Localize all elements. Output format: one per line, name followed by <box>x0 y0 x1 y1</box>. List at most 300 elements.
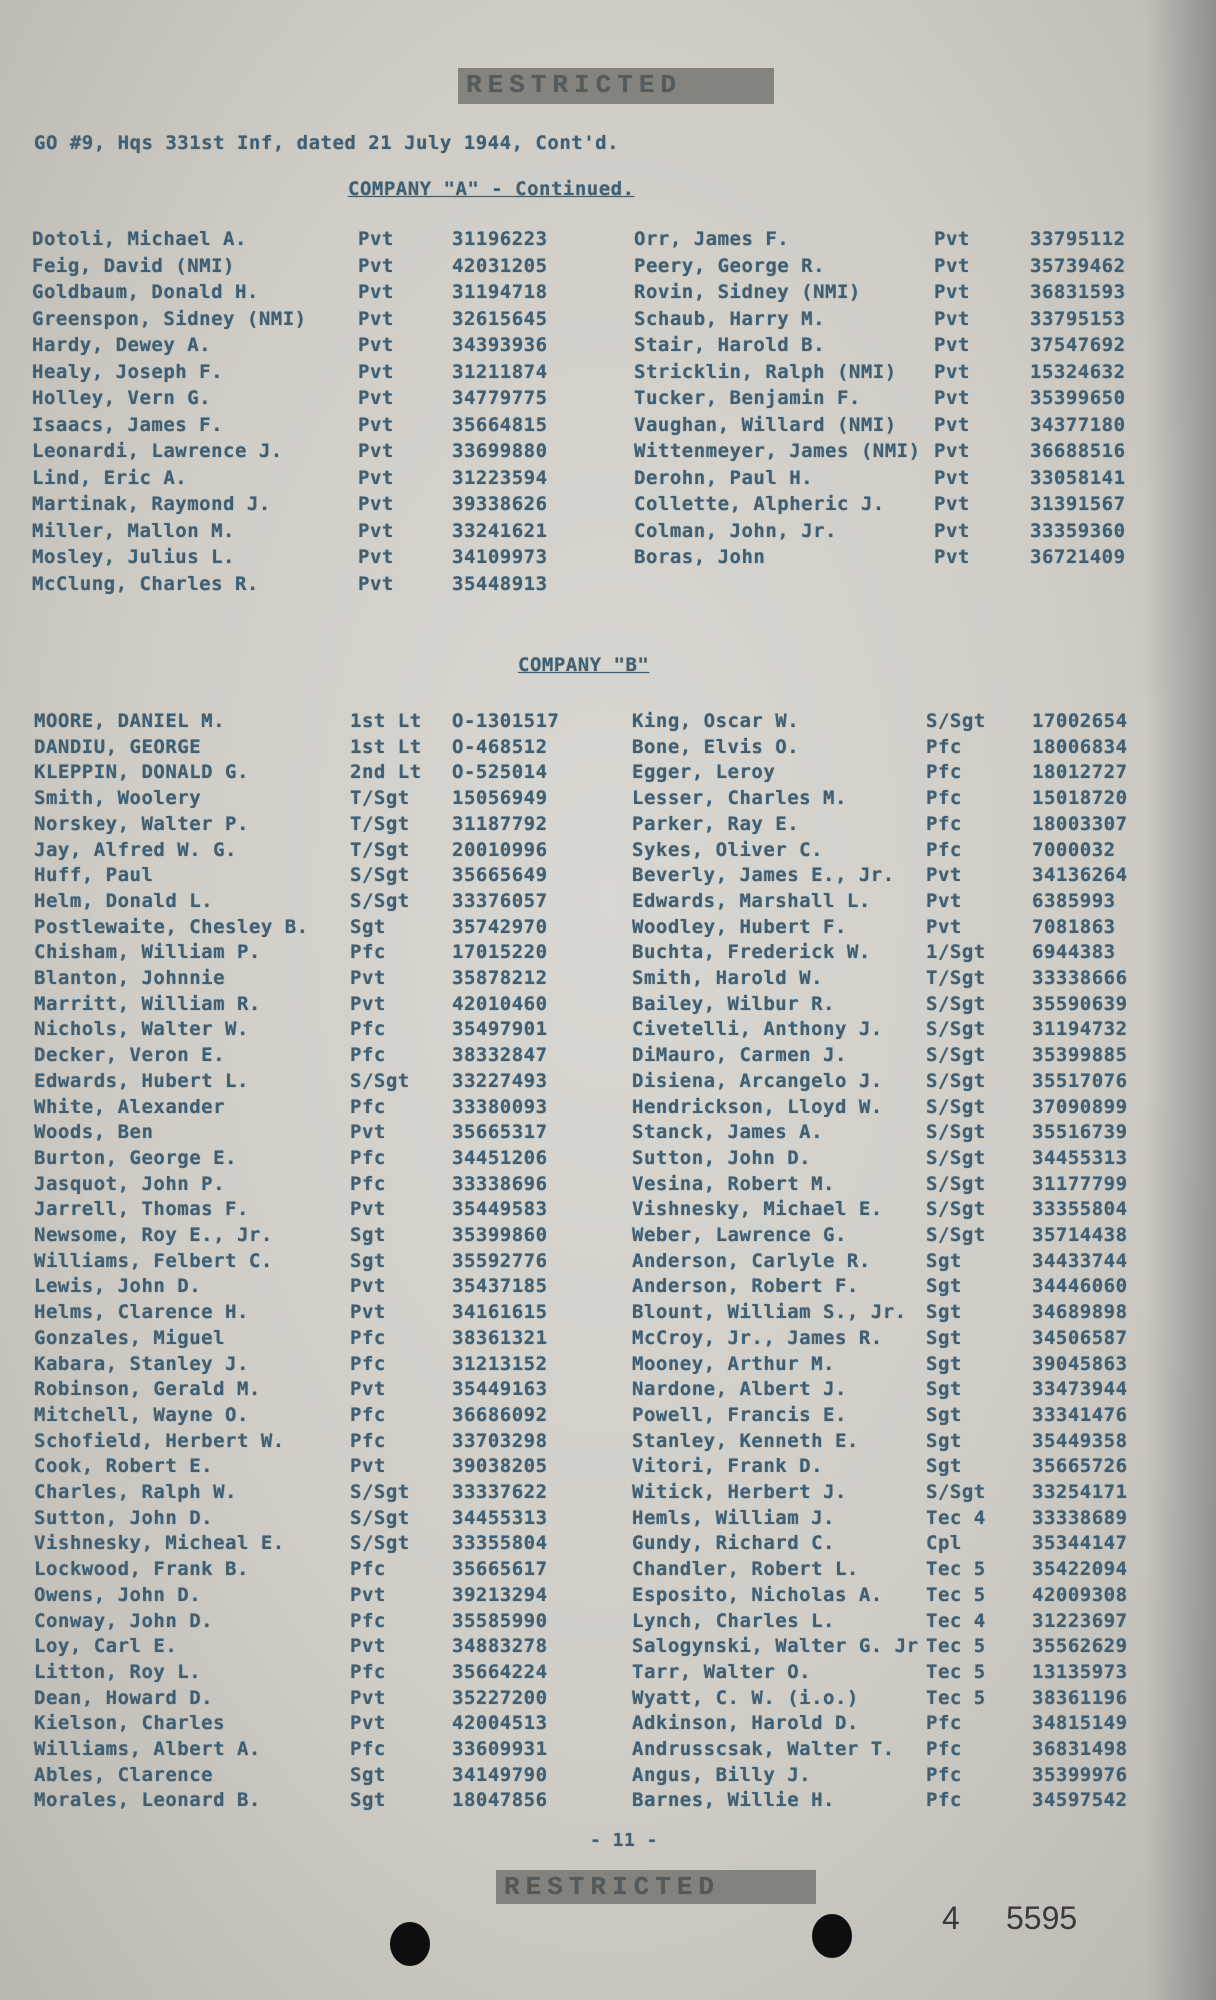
roster-grade: Pvt <box>350 992 386 1015</box>
roster-grade: Pvt <box>934 281 970 303</box>
roster-name: Healy, Joseph F. <box>32 360 224 383</box>
roster-grade: S/Sgt <box>926 1224 986 1246</box>
roster-serial: 33058141 <box>1030 466 1126 489</box>
roster-serial: 36831498 <box>1032 1738 1128 1760</box>
roster-grade: 1st Lt <box>350 710 422 732</box>
roster-name: Orr, James F. <box>634 228 790 250</box>
roster-serial: 32615645 <box>452 307 548 330</box>
roster-name: Helms, Clarence H. <box>34 1301 249 1324</box>
roster-name: Vitori, Frank D. <box>632 1455 824 1478</box>
roster-serial: 33338689 <box>1032 1506 1128 1529</box>
roster-name: Wittenmeyer, James (NMI) <box>634 440 921 462</box>
roster-grade: S/Sgt <box>350 1481 410 1503</box>
roster-serial: 42004513 <box>452 1712 548 1735</box>
roster-serial: 31177799 <box>1032 1172 1128 1195</box>
roster-grade: T/Sgt <box>350 787 410 810</box>
roster-name: Boras, John <box>634 546 766 568</box>
roster-serial: 36831593 <box>1030 281 1126 303</box>
roster-serial: 39038205 <box>452 1455 548 1478</box>
roster-grade: Tec 5 <box>926 1558 986 1581</box>
roster-serial: 34597542 <box>1032 1789 1128 1812</box>
roster-name: Weber, Lawrence G. <box>632 1224 847 1246</box>
roster-serial: 34779775 <box>452 387 548 409</box>
roster-serial: 35664815 <box>452 413 548 436</box>
roster-serial: 33338666 <box>1032 967 1128 989</box>
roster-name: Blount, William S., Jr. <box>632 1301 907 1324</box>
roster-grade: Pvt <box>350 1635 386 1658</box>
roster-serial: 33376057 <box>452 889 548 912</box>
roster-serial: 31194732 <box>1032 1018 1128 1041</box>
roster-name: White, Alexander <box>34 1095 226 1118</box>
roster-name: Helm, Donald L. <box>34 889 214 912</box>
roster-serial: 35665617 <box>452 1558 548 1581</box>
roster-serial: 33699880 <box>452 440 548 462</box>
roster-name: King, Oscar W. <box>632 710 800 732</box>
roster-grade: Cpl <box>926 1532 962 1555</box>
roster-name: Gonzales, Miguel <box>34 1326 226 1349</box>
roster-serial: 35714438 <box>1032 1224 1128 1246</box>
roster-serial: 39045863 <box>1032 1352 1128 1375</box>
roster-name: Williams, Felbert C. <box>34 1249 273 1272</box>
restricted-stamp-bottom: RESTRICTED <box>496 1870 816 1904</box>
roster-name: Mooney, Arthur M. <box>632 1352 835 1375</box>
roster-name: Schaub, Harry M. <box>634 307 826 330</box>
roster-grade: Sgt <box>926 1378 962 1401</box>
roster-grade: Pfc <box>350 1738 386 1760</box>
roster-grade: T/Sgt <box>350 838 410 861</box>
roster-serial: 35592776 <box>452 1249 548 1272</box>
roster-serial: 39213294 <box>452 1583 548 1606</box>
roster-name: Anderson, Carlyle R. <box>632 1249 871 1272</box>
roster-name: Charles, Ralph W. <box>34 1481 237 1503</box>
roster-serial: 35665649 <box>452 864 548 887</box>
punch-hole-left <box>390 1922 430 1966</box>
roster-name: Hendrickson, Lloyd W. <box>632 1095 883 1118</box>
roster-name: Jay, Alfred W. G. <box>34 838 237 861</box>
roster-serial: 18047856 <box>452 1789 548 1812</box>
roster-serial: 35344147 <box>1032 1532 1128 1555</box>
roster-name: Chisham, William P. <box>34 941 261 964</box>
roster-name: Egger, Leroy <box>632 761 776 784</box>
roster-grade: S/Sgt <box>926 1069 986 1092</box>
roster-grade: Sgt <box>350 1249 386 1272</box>
roster-name: Bone, Elvis O. <box>632 735 800 758</box>
roster-name: Stanck, James A. <box>632 1121 824 1144</box>
roster-name: Huff, Paul <box>34 864 154 887</box>
roster-serial: 35497901 <box>452 1018 548 1041</box>
roster-grade: Pvt <box>350 1686 386 1709</box>
roster-serial: 15018720 <box>1032 787 1128 810</box>
roster-serial: 34433744 <box>1032 1249 1128 1272</box>
roster-name: Greenspon, Sidney (NMI) <box>32 307 307 330</box>
roster-name: Newsome, Roy E., Jr. <box>34 1224 273 1246</box>
roster-name: Holley, Vern G. <box>32 387 212 409</box>
roster-serial: 15056949 <box>452 787 548 810</box>
roster-name: MOORE, DANIEL M. <box>34 710 226 732</box>
roster-name: Gundy, Richard C. <box>632 1532 835 1555</box>
roster-grade: Pvt <box>358 334 394 356</box>
roster-serial: 35739462 <box>1030 254 1126 277</box>
roster-name: Martinak, Raymond J. <box>32 493 271 515</box>
roster-name: Lockwood, Frank B. <box>34 1558 249 1581</box>
roster-serial: 33355804 <box>1032 1198 1128 1221</box>
roster-serial: 31213152 <box>452 1352 548 1375</box>
roster-serial: 33795153 <box>1030 307 1126 330</box>
roster-name: Barnes, Willie H. <box>632 1789 835 1812</box>
roster-grade: Sgt <box>926 1403 962 1426</box>
order-header: GO #9, Hqs 331st Inf, dated 21 July 1944, Cont'd. <box>34 132 620 154</box>
roster-grade: Pfc <box>350 1660 386 1683</box>
roster-serial: 31211874 <box>452 360 548 383</box>
roster-grade: Sgt <box>926 1429 962 1452</box>
roster-serial: 35449358 <box>1032 1429 1128 1452</box>
roster-grade: Tec 4 <box>926 1506 986 1529</box>
roster-name: Edwards, Hubert L. <box>34 1069 249 1092</box>
roster-name: Civetelli, Anthony J. <box>632 1018 883 1041</box>
roster-grade: S/Sgt <box>926 1044 986 1067</box>
roster-grade: Pvt <box>934 493 970 515</box>
roster-name: Chandler, Robert L. <box>632 1558 859 1581</box>
roster-name: Kielson, Charles <box>34 1712 226 1735</box>
roster-grade: S/Sgt <box>926 710 986 732</box>
roster-grade: Pvt <box>934 387 970 409</box>
roster-name: Buchta, Frederick W. <box>632 941 871 964</box>
restricted-stamp-top: RESTRICTED <box>458 68 774 104</box>
roster-grade: T/Sgt <box>350 812 410 835</box>
roster-grade: Pfc <box>350 1146 386 1169</box>
roster-name: Sutton, John D. <box>34 1506 214 1529</box>
roster-grade: Sgt <box>926 1455 962 1478</box>
roster-serial: 33254171 <box>1032 1481 1128 1503</box>
roster-grade: Pvt <box>934 360 970 383</box>
roster-name: Miller, Mallon M. <box>32 519 235 542</box>
roster-name: Collette, Alpheric J. <box>634 493 885 515</box>
roster-serial: 33337622 <box>452 1481 548 1503</box>
roster-grade: Sgt <box>926 1275 962 1298</box>
roster-serial: 6385993 <box>1032 889 1116 912</box>
roster-serial: 35437185 <box>452 1275 548 1298</box>
roster-name: McClung, Charles R. <box>32 572 259 595</box>
roster-serial: 34455313 <box>452 1506 548 1529</box>
roster-name: Litton, Roy L. <box>34 1660 202 1683</box>
roster-serial: 17002654 <box>1032 710 1128 732</box>
roster-name: Marritt, William R. <box>34 992 261 1015</box>
roster-serial: 34689898 <box>1032 1301 1128 1324</box>
roster-name: Salogynski, Walter G. Jr <box>632 1635 919 1658</box>
roster-grade: Pfc <box>350 1044 386 1067</box>
roster-grade: Pvt <box>934 546 970 568</box>
roster-name: Witick, Herbert J. <box>632 1481 847 1503</box>
roster-grade: Pfc <box>926 1763 962 1786</box>
page-number: - 11 - <box>590 1830 659 1851</box>
roster-serial: 35399885 <box>1032 1044 1128 1067</box>
punch-hole-right <box>812 1914 852 1958</box>
roster-grade: Tec 5 <box>926 1686 986 1709</box>
roster-name: Decker, Veron E. <box>34 1044 226 1067</box>
roster-name: Jasquot, John P. <box>34 1172 226 1195</box>
roster-grade: Pvt <box>926 915 962 938</box>
roster-grade: Sgt <box>926 1352 962 1375</box>
roster-grade: S/Sgt <box>926 992 986 1015</box>
roster-name: Morales, Leonard B. <box>34 1789 261 1812</box>
roster-name: Kabara, Stanley J. <box>34 1352 249 1375</box>
roster-grade: Pvt <box>358 466 394 489</box>
roster-grade: Pfc <box>350 1095 386 1118</box>
roster-grade: Pfc <box>926 787 962 810</box>
roster-serial: 31187792 <box>452 812 548 835</box>
roster-grade: S/Sgt <box>926 1095 986 1118</box>
roster-grade: S/Sgt <box>926 1121 986 1144</box>
roster-serial: 36688516 <box>1030 440 1126 462</box>
roster-grade: Pvt <box>350 1198 386 1221</box>
roster-name: Beverly, James E., Jr. <box>632 864 895 887</box>
roster-grade: Pvt <box>350 1455 386 1478</box>
roster-serial: 31223697 <box>1032 1609 1128 1632</box>
roster-name: Angus, Billy J. <box>632 1763 812 1786</box>
roster-grade: S/Sgt <box>350 1506 410 1529</box>
roster-name: Leonardi, Lawrence J. <box>32 440 283 462</box>
roster-grade: Tec 5 <box>926 1635 986 1658</box>
roster-name: Lewis, John D. <box>34 1275 202 1298</box>
roster-serial: 35399976 <box>1032 1763 1128 1786</box>
roster-grade: Pfc <box>350 941 386 964</box>
company-b-title: COMPANY "B" <box>518 654 650 676</box>
roster-serial: 35516739 <box>1032 1121 1128 1144</box>
roster-grade: Sgt <box>926 1249 962 1272</box>
roster-name: KLEPPIN, DONALD G. <box>34 761 249 784</box>
roster-grade: Sgt <box>926 1301 962 1324</box>
company-a-title: COMPANY "A" - Continued. <box>348 178 635 200</box>
roster-name: Schofield, Herbert W. <box>34 1429 285 1452</box>
roster-serial: 35449583 <box>452 1198 548 1221</box>
roster-serial: 35448913 <box>452 572 548 595</box>
roster-name: Stricklin, Ralph (NMI) <box>634 360 897 383</box>
roster-serial: 33609931 <box>452 1738 548 1760</box>
roster-name: Wyatt, C. W. (i.o.) <box>632 1686 859 1709</box>
roster-serial: 15324632 <box>1030 360 1126 383</box>
roster-serial: 31223594 <box>452 466 548 489</box>
roster-grade: S/Sgt <box>926 1172 986 1195</box>
roster-name: Hemls, William J. <box>632 1506 835 1529</box>
roster-name: Mosley, Julius L. <box>32 546 235 568</box>
roster-grade: Pvt <box>350 1275 386 1298</box>
roster-serial: 35590639 <box>1032 992 1128 1015</box>
roster-serial: 35422094 <box>1032 1558 1128 1581</box>
roster-grade: Pfc <box>350 1558 386 1581</box>
roster-grade: Pfc <box>926 1712 962 1735</box>
roster-name: Sykes, Oliver C. <box>632 838 824 861</box>
roster-name: McCroy, Jr., James R. <box>632 1326 883 1349</box>
roster-grade: Pvt <box>934 334 970 356</box>
roster-grade: Tec 5 <box>926 1660 986 1683</box>
roster-grade: Pfc <box>926 735 962 758</box>
roster-grade: Sgt <box>350 1789 386 1812</box>
roster-grade: 2nd Lt <box>350 761 422 784</box>
roster-serial: 35399860 <box>452 1224 548 1246</box>
roster-name: Stanley, Kenneth E. <box>632 1429 859 1452</box>
roster-serial: 33380093 <box>452 1095 548 1118</box>
roster-name: Williams, Albert A. <box>34 1738 261 1760</box>
roster-name: Vaughan, Willard (NMI) <box>634 413 897 436</box>
roster-serial: 35562629 <box>1032 1635 1128 1658</box>
roster-name: Bailey, Wilbur R. <box>632 992 835 1015</box>
roster-serial: 35742970 <box>452 915 548 938</box>
roster-name: Peery, George R. <box>634 254 826 277</box>
roster-name: Robinson, Gerald M. <box>34 1378 261 1401</box>
roster-serial: 6944383 <box>1032 941 1116 964</box>
roster-serial: 36686092 <box>452 1403 548 1426</box>
roster-serial: 20010996 <box>452 838 548 861</box>
roster-name: Hardy, Dewey A. <box>32 334 212 356</box>
roster-serial: 34883278 <box>452 1635 548 1658</box>
roster-serial: 42009308 <box>1032 1583 1128 1606</box>
roster-grade: Sgt <box>350 1224 386 1246</box>
roster-serial: 39338626 <box>452 493 548 515</box>
roster-grade: Pvt <box>934 413 970 436</box>
roster-name: Goldbaum, Donald H. <box>32 281 259 303</box>
roster-serial: 34815149 <box>1032 1712 1128 1735</box>
roster-serial: 36721409 <box>1030 546 1126 568</box>
roster-name: Woods, Ben <box>34 1121 154 1144</box>
roster-grade: Pvt <box>926 889 962 912</box>
roster-serial: 34149790 <box>452 1763 548 1786</box>
roster-grade: Pfc <box>350 1609 386 1632</box>
roster-grade: Pvt <box>358 493 394 515</box>
roster-grade: Pvt <box>358 307 394 330</box>
roster-grade: Pvt <box>934 519 970 542</box>
roster-serial: 34109973 <box>452 546 548 568</box>
roster-grade: S/Sgt <box>350 864 410 887</box>
roster-name: Lynch, Charles L. <box>632 1609 835 1632</box>
roster-grade: Sgt <box>350 915 386 938</box>
roster-grade: Pvt <box>358 254 394 277</box>
roster-grade: Pvt <box>358 519 394 542</box>
roster-grade: Pvt <box>358 546 394 568</box>
roster-grade: Pfc <box>350 1352 386 1375</box>
roster-grade: S/Sgt <box>926 1146 986 1169</box>
archival-mark-right: 5595 <box>1006 1900 1078 1936</box>
roster-serial: 33359360 <box>1030 519 1126 542</box>
roster-name: Feig, David (NMI) <box>32 254 235 277</box>
roster-serial: 34451206 <box>452 1146 548 1169</box>
roster-grade: Pfc <box>926 838 962 861</box>
roster-grade: S/Sgt <box>350 1069 410 1092</box>
roster-grade: 1st Lt <box>350 735 422 758</box>
roster-serial: 31391567 <box>1030 493 1126 515</box>
roster-name: Disiena, Arcangelo J. <box>632 1069 883 1092</box>
roster-name: Norskey, Walter P. <box>34 812 249 835</box>
roster-grade: T/Sgt <box>926 967 986 989</box>
roster-name: Loy, Carl E. <box>34 1635 178 1658</box>
roster-name: Ables, Clarence <box>34 1763 214 1786</box>
roster-grade: Pvt <box>926 864 962 887</box>
roster-serial: 18003307 <box>1032 812 1128 835</box>
roster-name: Vesina, Robert M. <box>632 1172 835 1195</box>
roster-name: Dean, Howard D. <box>34 1686 214 1709</box>
roster-name: Smith, Harold W. <box>632 967 824 989</box>
roster-serial: 35585990 <box>452 1609 548 1632</box>
roster-name: Esposito, Nicholas A. <box>632 1583 883 1606</box>
roster-serial: 33703298 <box>452 1429 548 1452</box>
roster-grade: Sgt <box>926 1326 962 1349</box>
roster-name: Stair, Harold B. <box>634 334 826 356</box>
roster-grade: S/Sgt <box>926 1198 986 1221</box>
roster-grade: Pvt <box>934 307 970 330</box>
roster-grade: Pvt <box>350 967 386 989</box>
roster-name: Nardone, Albert J. <box>632 1378 847 1401</box>
roster-serial: 35665317 <box>452 1121 548 1144</box>
roster-name: Powell, Francis E. <box>632 1403 847 1426</box>
roster-serial: 33795112 <box>1030 228 1126 250</box>
roster-name: DANDIU, GEORGE <box>34 735 202 758</box>
roster-name: Burton, George E. <box>34 1146 237 1169</box>
roster-serial: 17015220 <box>452 941 548 964</box>
roster-grade: Pvt <box>358 281 394 303</box>
roster-grade: Pfc <box>350 1403 386 1426</box>
roster-grade: S/Sgt <box>350 1532 410 1555</box>
roster-serial: 42010460 <box>452 992 548 1015</box>
roster-name: Isaacs, James F. <box>32 413 224 436</box>
roster-serial: 33241621 <box>452 519 548 542</box>
roster-name: Derohn, Paul H. <box>634 466 814 489</box>
roster-serial: 35664224 <box>452 1660 548 1683</box>
roster-grade: Pfc <box>350 1018 386 1041</box>
roster-serial: 34377180 <box>1030 413 1126 436</box>
roster-grade: Pfc <box>350 1429 386 1452</box>
roster-name: Jarrell, Thomas F. <box>34 1198 249 1221</box>
roster-name: Conway, John D. <box>34 1609 214 1632</box>
roster-serial: 38332847 <box>452 1044 548 1067</box>
roster-grade: S/Sgt <box>926 1481 986 1503</box>
roster-grade: S/Sgt <box>350 889 410 912</box>
roster-serial: 35665726 <box>1032 1455 1128 1478</box>
roster-serial: 34136264 <box>1032 864 1128 887</box>
roster-name: Owens, John D. <box>34 1583 202 1606</box>
roster-name: Lind, Eric A. <box>32 466 188 489</box>
roster-serial: 35878212 <box>452 967 548 989</box>
roster-name: Vishnesky, Michael E. <box>632 1198 883 1221</box>
company-b-roster <box>0 710 1216 1830</box>
roster-serial: 34455313 <box>1032 1146 1128 1169</box>
roster-grade: Pvt <box>358 572 394 595</box>
roster-grade: Tec 4 <box>926 1609 986 1632</box>
roster-grade: Pfc <box>350 1326 386 1349</box>
roster-grade: Pfc <box>350 1172 386 1195</box>
roster-serial: 18006834 <box>1032 735 1128 758</box>
roster-grade: 1/Sgt <box>926 941 986 964</box>
archival-mark-left: 4 <box>942 1900 960 1936</box>
roster-serial: 34506587 <box>1032 1326 1128 1349</box>
roster-serial: 33355804 <box>452 1532 548 1555</box>
roster-serial: 33473944 <box>1032 1378 1128 1401</box>
roster-serial: 35517076 <box>1032 1069 1128 1092</box>
roster-serial: 35227200 <box>452 1686 548 1709</box>
roster-name: Lesser, Charles M. <box>632 787 847 810</box>
roster-serial: 33341476 <box>1032 1403 1128 1426</box>
roster-serial: O-1301517 <box>452 710 560 732</box>
roster-serial: 38361321 <box>452 1326 548 1349</box>
roster-serial: 31194718 <box>452 281 548 303</box>
roster-grade: S/Sgt <box>926 1018 986 1041</box>
roster-serial: 33338696 <box>452 1172 548 1195</box>
roster-grade: Pvt <box>358 387 394 409</box>
roster-serial: 7081863 <box>1032 915 1116 938</box>
roster-name: Parker, Ray E. <box>632 812 800 835</box>
roster-name: Cook, Robert E. <box>34 1455 214 1478</box>
roster-grade: Pvt <box>350 1121 386 1144</box>
roster-name: Rovin, Sidney (NMI) <box>634 281 861 303</box>
roster-grade: Pvt <box>358 360 394 383</box>
